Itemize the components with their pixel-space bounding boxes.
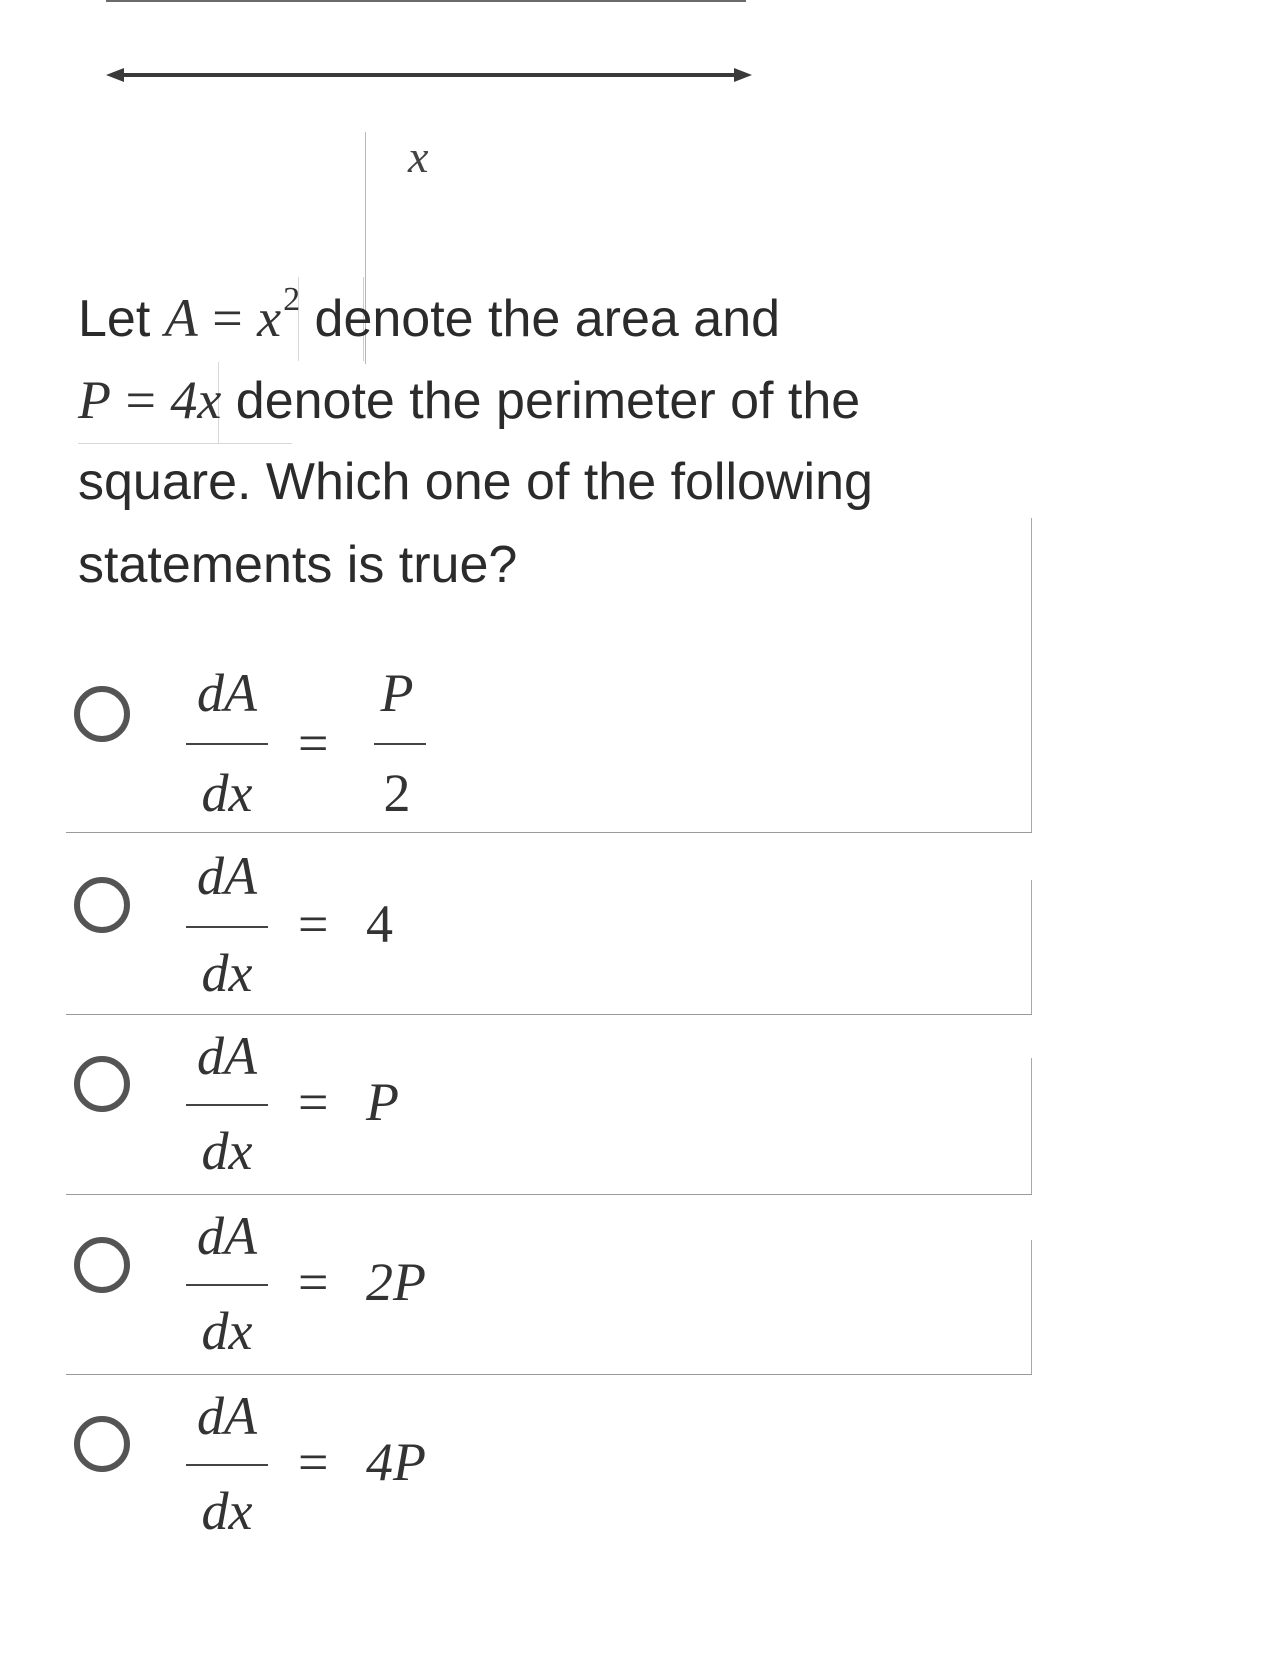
- fraction-numerator: dA: [197, 1386, 257, 1446]
- option-divider: [66, 1194, 1032, 1195]
- math-equals: =: [298, 894, 329, 954]
- question-line-4: statements is true?: [78, 536, 518, 594]
- question-line-1: [78, 281, 781, 349]
- math-equals: =: [298, 1252, 329, 1312]
- fraction-bar: [186, 1284, 268, 1286]
- question-text: denote the perimeter of the: [221, 372, 861, 430]
- question-line-2: [78, 369, 860, 431]
- fraction-bar: [186, 743, 268, 745]
- fraction-bar: [186, 926, 268, 928]
- math-equals: =: [298, 1072, 329, 1132]
- question-line-3: square. Which one of the following: [78, 453, 873, 511]
- square-top-edge: [106, 0, 746, 2]
- math-box-border: [78, 443, 292, 444]
- math-equals: =: [298, 713, 329, 773]
- math-variable: P: [78, 370, 111, 430]
- fraction-bar: [374, 743, 426, 745]
- fraction-denominator: dx: [201, 1301, 253, 1361]
- option-rhs: 4P: [366, 1432, 426, 1492]
- math-variable: A: [164, 288, 198, 348]
- double-arrow-icon: [104, 60, 754, 90]
- option-rhs: 2P: [366, 1252, 426, 1312]
- fraction-denominator: dx: [201, 1121, 253, 1181]
- radio-button[interactable]: [74, 686, 130, 742]
- math-equals: =: [212, 288, 243, 348]
- fraction-denominator: dx: [201, 943, 253, 1003]
- fraction-denominator: dx: [201, 1481, 253, 1541]
- fraction-numerator: dA: [197, 663, 257, 723]
- fraction-numerator: dA: [197, 1026, 257, 1086]
- math-variable: x: [257, 288, 282, 348]
- fraction-numerator: P: [380, 663, 414, 723]
- fraction-bar: [186, 1104, 268, 1106]
- math-exponent: 2: [283, 281, 301, 318]
- radio-button[interactable]: [74, 1056, 130, 1112]
- side-length-label: x: [408, 131, 429, 182]
- fraction-denominator: dx: [201, 763, 253, 823]
- radio-button[interactable]: [74, 877, 130, 933]
- math-equals: =: [298, 1432, 329, 1492]
- math-equals: =: [125, 370, 156, 430]
- fraction-numerator: dA: [197, 846, 257, 906]
- option-divider: [66, 832, 1032, 833]
- radio-button[interactable]: [74, 1416, 130, 1472]
- option-rhs: 4: [366, 894, 393, 954]
- radio-button[interactable]: [74, 1237, 130, 1293]
- question-text: Let: [78, 290, 165, 348]
- option-divider: [66, 1014, 1032, 1015]
- question-text: denote the area and: [300, 290, 781, 348]
- math-expression: 4x: [170, 370, 222, 430]
- fraction-denominator: 2: [383, 763, 411, 823]
- option-rhs: P: [366, 1072, 399, 1132]
- fraction-numerator: dA: [197, 1206, 257, 1266]
- fraction-bar: [186, 1464, 268, 1466]
- option-divider: [66, 1374, 1032, 1375]
